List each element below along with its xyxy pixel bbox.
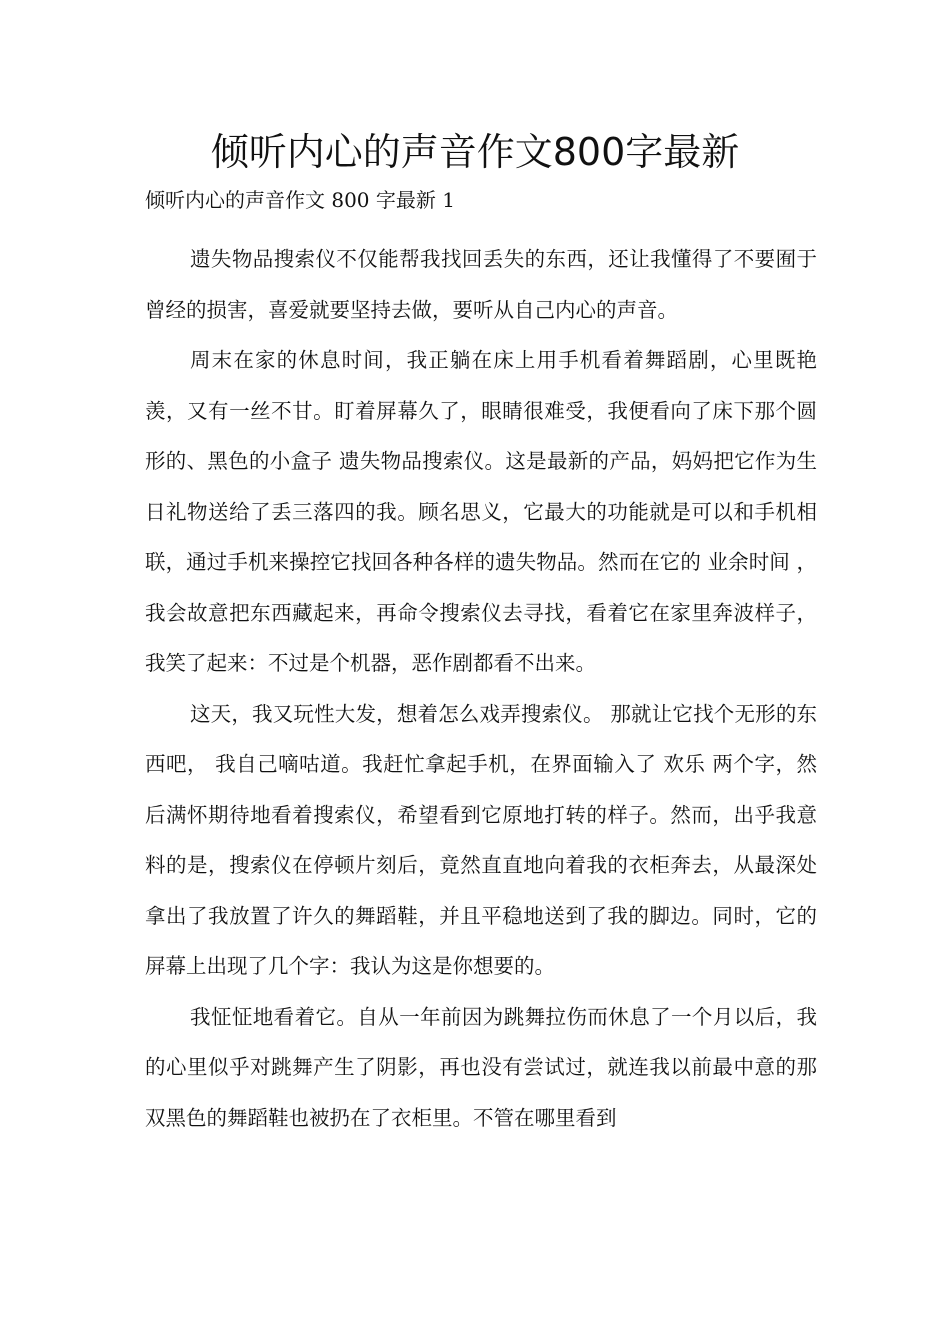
paragraph-2: 周末在家的休息时间，我正躺在床上用手机看着舞蹈剧，心里既艳羡，又有一丝不甘。盯着屏幕久了，眼睛很难受，我便看向了床下那个圆形的、黑色的小盒子 遗失物品搜索仪。这是最新的产品，妈妈把它作为生日礼物送给了丢三落四的我。顾名思义，它最大的功能就是可以和手机相联，通过手机来操控它找回各种各样的遗失物品。然而在它的 业余时间 ，我会故意把东西藏起来，再命令搜索仪去寻找，看着它在家里奔波样子，我笑了起来：不过是个机器，恶作剧都看不出来。 [145, 348, 817, 675]
document-body [145, 234, 817, 1143]
document-subtitle: 倾听内心的声音作文 800 字最新 1 [145, 188, 455, 212]
document-title: 倾听内心的声音作文800字最新 [210, 130, 740, 174]
paragraph-4: 我怔怔地看着它。自从一年前因为跳舞拉伤而休息了一个月以后，我的心里似乎对跳舞产生了阴影，再也没有尝试过，就连我以前最中意的那双黑色的舞蹈鞋也被扔在了衣柜里。不管在哪里看到 [145, 1004, 817, 1130]
paragraph-3: 这天，我又玩性大发，想着怎么戏弄搜索仪。 那就让它找个无形的东西吧， 我自己嘀咕道。我赶忙拿起手机，在界面输入了 欢乐 两个字，然后满怀期待地看着搜索仪，希望看到它原地打转的样子。然而，出乎我意料的是，搜索仪在停顿片刻后，竟然直直地向着我的衣柜奔去，从最深处拿出了我放置了许久的舞蹈鞋，并且平稳地送到了我的脚边。同时，它的屏幕上出现了几个字：我认为这是你想要的。 [145, 701, 817, 978]
paragraph-1: 遗失物品搜索仪不仅能帮我找回丢失的东西，还让我懂得了不要囿于曾经的损害，喜爱就要坚持去做，要听从自己内心的声音。 [145, 247, 817, 322]
